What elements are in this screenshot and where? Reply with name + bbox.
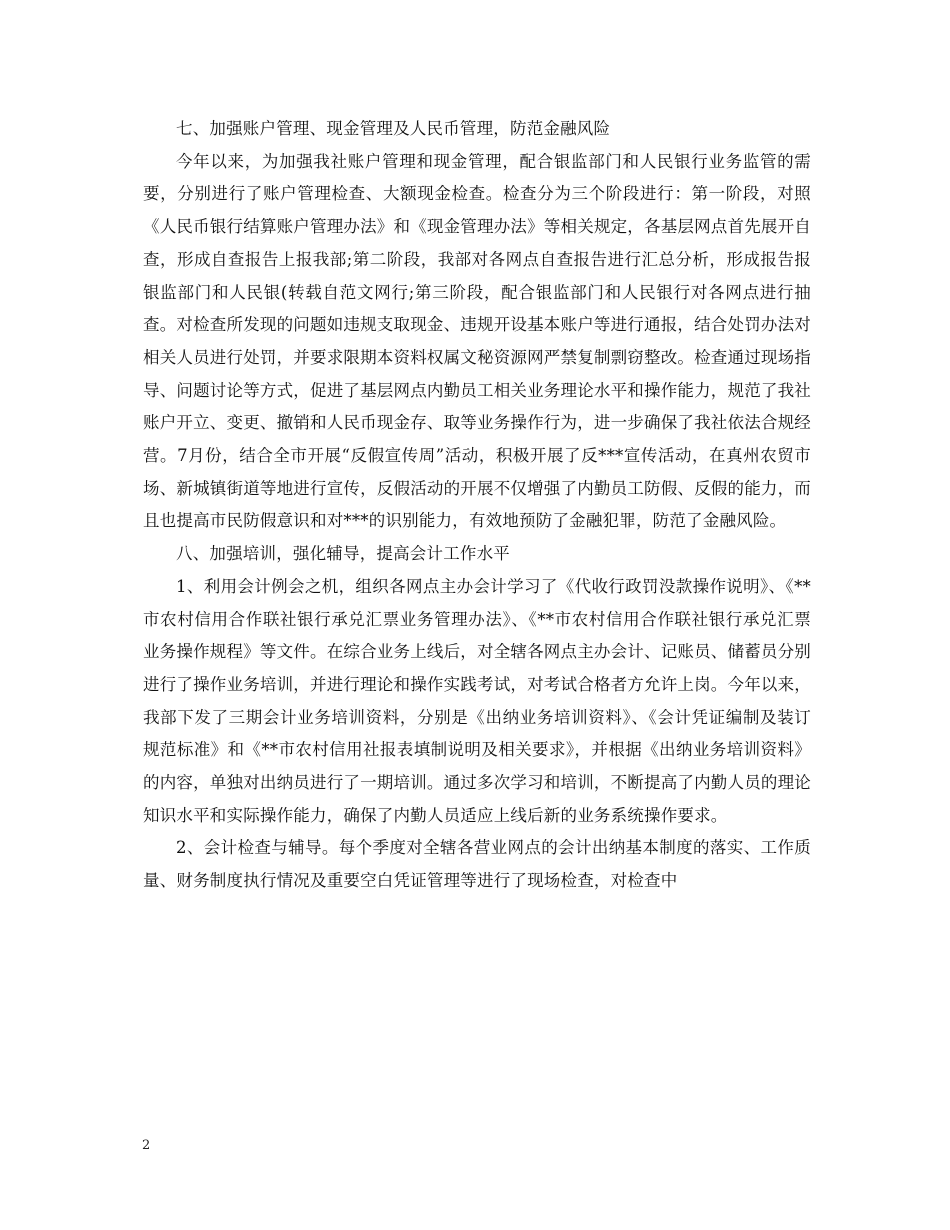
section-heading-seven: 七、加强账户管理、现金管理及人民币管理，防范金融风险	[176, 119, 611, 138]
body-paragraph-account-management: 今年以来，为加强我社账户管理和现金管理，配合银监部门和人民银行业务监管的需要，分别进行了账户管理检查、大额现金检查。检查分为三个阶段进行：第一阶段，对照《人民币银行结算账户管理办法》和《现金管理办法》等相关规定，各基层网点首先展开自查，形成自查报告上报我部;第二阶段，我部对各网点自查报告进行汇总分析，形成报告报银监部门和人民银(转载自范文网行;第三阶段，配合银监部门和人民银行对各网点进行抽查。对检查所发现的问题如违规支取现金、违规开设基本账户等进行通报，结合处罚办法对相关人员进行处罚，并要求限期本资料权属文秘资源网严禁复制剽窃整改。检查通过现场指导、问题讨论等方式，促进了基层网点内勤员工相关业务理论水平和操作能力，规范了我社账户开立、变更、撤销和人民币现金存、取等业务操作行为，进一步确保了我社依法合规经营。7月份，结合全市开展“反假宣传周”活动，积极开展了反***宣传活动，在真州农贸市场、新城镇街道等地进行宣传，反假活动的开展不仅增强了内勤员工防假、反假的能力，而且也提高市民防假意识和对***的识别能力，有效地预防了金融犯罪，防范了金融风险。	[143, 151, 811, 531]
document-body	[143, 113, 811, 898]
section-heading-eight: 八、加强培训，强化辅导，提高会计工作水平	[176, 544, 510, 564]
page-number: 2	[142, 1138, 151, 1153]
body-paragraph-training: 1、利用会计例会之机，组织各网点主办会计学习了《代收行政罚没款操作说明》、《**市农村信用合作联社银行承兑汇票业务管理办法》、《**市农村信用合作联社银行承兑汇票业务操作规程》等文件。在综合业务上线后，对全辖各网点主办会计、记账员、储蓄员分别进行了操作业务培训，并进行理论和操作实践考试，对考试合格者方允许上岗。今年以来，我部下发了三期会计业务培训资料，分别是《出纳业务培训资料》、《会计凭证编制及装订规范标准》和《**市农村信用社报表填制说明及相关要求》，并根据《出纳业务培训资料》的内容，单独对出纳员进行了一期培训。通过多次学习和培训，不断提高了内勤人员的理论知识水平和实际操作能力，确保了内勤人员适应上线后新的业务系统操作要求。	[143, 576, 811, 825]
body-paragraph-inspection: 2、会计检查与辅导。每个季度对全辖各营业网点的会计出纳基本制度的落实、工作质量、财务制度执行情况及重要空白凭证管理等进行了现场检查，对检查中	[143, 838, 811, 891]
